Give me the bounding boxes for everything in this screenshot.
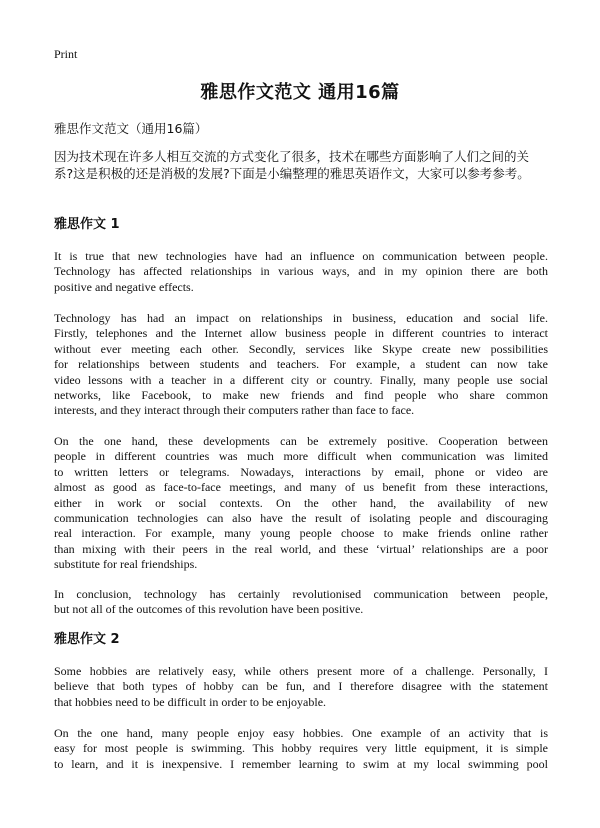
text-line: either in work or social contexts. On the other hand, the availability of new: [54, 495, 548, 510]
text-line: interests, and they interact through their computers rather than face to face.: [54, 403, 415, 418]
text-line: to written letters or telegrams. Nowadays, interactions by email, phone or video are: [54, 464, 548, 479]
text-line: but not all of the outcomes of this revolution have been positive.: [54, 602, 364, 617]
text-line: Some hobbies are relatively easy, while others present more of a challenge. Personally, I: [54, 664, 548, 678]
page-title: 雅思作文范文 通用16篇: [200, 82, 400, 103]
essay-2-paragraph-2: [54, 726, 548, 772]
text-line: almost as good as face-to-face meetings, and many of us benefit from these interactions,: [54, 480, 548, 495]
text-line: without ever meeting each other. Secondly, services like Skype create new possibilities: [54, 341, 548, 356]
text-line: people in different countries was much more difficult when communication was limited: [54, 449, 548, 464]
section-heading-1: 雅思作文 1: [54, 217, 120, 232]
text-line: real interaction. For example, many young people choose to make friends online rather: [54, 526, 548, 541]
essay-1-paragraph-2: [54, 311, 548, 419]
section-heading-2: 雅思作文 2: [54, 632, 120, 647]
text-line: easy for most people is swimming. This hobby requires very little equipment, it is simple: [54, 741, 548, 756]
essay-1-paragraph-1: [54, 249, 548, 295]
text-line: positive and negative effects.: [54, 279, 194, 294]
text-line: believe that both types of hobby can be fun, and I therefore disagree with the statement: [54, 679, 548, 694]
text-line: networks, like Facebook, to make new friends and find people who share common: [54, 388, 548, 403]
text-line: for relationships between students and teachers. For example, a student can now take: [54, 357, 548, 372]
text-line: communication technologies can also have the result of isolating people and discouraging: [54, 511, 548, 526]
text-line: to learn, and it is inexpensive. I remember learning to swim at my local swimming pool: [54, 756, 548, 771]
text-line: Technology has had an impact on relationships in business, education and social life.: [54, 311, 548, 325]
text-line: Technology has affected relationships in various ways, and in my opinion there are both: [54, 264, 548, 279]
essay-2-paragraph-1: [54, 664, 548, 710]
text-line: Firstly, telephones and the Internet allow business people in different countries to interact: [54, 326, 548, 341]
text-line: that hobbies need to be difficult in order to be enjoyable.: [54, 694, 327, 709]
text-line: substitute for real friendships.: [54, 557, 198, 572]
page-subtitle: 雅思作文范文（通用16篇）: [54, 121, 208, 136]
text-line: On the one hand, many people enjoy easy hobbies. One example of an activity that is: [54, 726, 548, 740]
essay-1-paragraph-3: [54, 434, 548, 573]
text-line: In conclusion, technology has certainly revolutionised communication between people,: [54, 587, 548, 601]
text-line: On the one hand, these developments can be extremely positive. Cooperation between: [54, 434, 548, 448]
text-line: video lessons with a teacher in a different city or country. Finally, many people use social: [54, 372, 548, 387]
text-line: than mixing with their peers in the real world, and these ‘virtual’ relationships are a poor: [54, 541, 548, 556]
essay-1-paragraph-4: [54, 587, 548, 618]
print-label[interactable]: Print: [54, 47, 78, 61]
intro-paragraph: 因为技术现在许多人相互交流的方式变化了很多，技术在哪些方面影响了人们之间的关系?这是积极的还是消极的发展?下面是小编整理的雅思英语作文，大家可以参考参考。: [54, 149, 530, 181]
text-line: It is true that new technologies have had an influence on communication between people.: [54, 249, 548, 263]
